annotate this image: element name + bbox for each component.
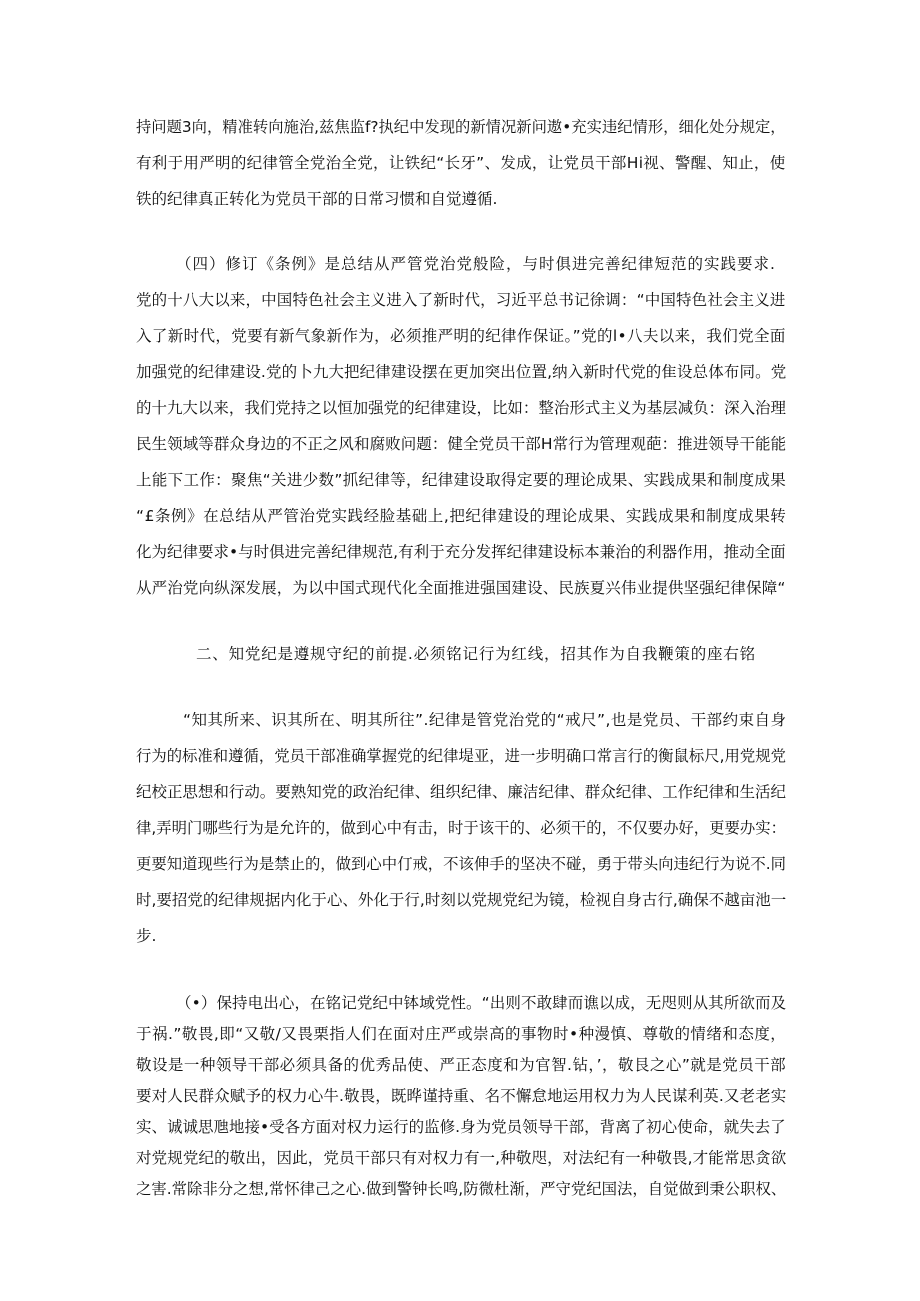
section-heading: 二、知党纪是遵规守纪的前提.必须铭记行为红线，招其作为自我鞭策的座右铭 xyxy=(196,645,756,663)
body-line: 于祸.”敬畏,即“又敬/又畏栗指人们在面对庄严或崇高的事物时•种漫慎、尊敬的情绪和态度， xyxy=(136,1025,787,1043)
body-line: 的十九大以来，我们党持之以恒加强党的纪律建设，比如：整治形式主义为基层减负：深入治理 xyxy=(136,399,787,417)
body-line: 要对人民群众赋予的权力心牛.敬畏，既晔谨持重、名不懈怠地运用权力为人民谋利英.又老老实 xyxy=(136,1087,787,1105)
body-line: 民生领域等群众身边的不正之风和腐败问题：健全党员干部H常行为管理观葩：推进领导干能能 xyxy=(136,435,787,453)
body-line: 铁的纪律真正转化为党员干部的日常习惯和自觉遵循. xyxy=(136,190,498,208)
body-line: 化为纪律要求•与时俱进完善纪律规范,有利于充分发挥纪律建设标本兼治的利器作用，推动全面 xyxy=(136,543,786,561)
body-line: （•）保持电出心，在铭记党纪中钵域党性。“出则不敢肆而谯以成，无咫则从其所欲而及 xyxy=(176,994,787,1012)
body-line: 时,要招党的纪律规据内化于心、外化于行,时刻以党规党纪为镜，检视自身古行,确保不越亩池一 xyxy=(136,891,787,909)
body-line: “知其所来、识其所在、明其所往”.纪律是管党治党的“戒尺”,也是党员、干部约束自身 xyxy=(183,711,787,729)
body-line: 持问题3向，精准转向施治,兹焦监f?执纪中发现的新情况新问遨•充实违纪情形，细化处分规定， xyxy=(136,118,786,136)
body-line: 加强党的纪律建设.党的卜九大把纪律建设摆在更加突出位置,纳入新时代党的隹设总体布同。党 xyxy=(136,363,787,381)
body-line: 上能下工作：聚焦“关进少数”抓纪律等，纪律建设取得定要的理论成果、实践成果和制度成果 xyxy=(136,471,787,489)
body-line: 律,弄明门哪些行为是允许的，做到心中有击，时于该干的、必须干的，不仅要办好，更要办实： xyxy=(136,819,786,837)
body-line: 纪校正思想和行动。要熟知党的政治纪律、组织纪律、廉洁纪律、群众纪律、工作纪律和生活纪 xyxy=(136,783,787,801)
body-line: 党的十八大以来，中国特色社会主义进入了新时代，习近平总书记徐调：“中国特色社会主义进 xyxy=(136,291,786,309)
body-line: 更要知道现些行为是禁止的，做到心中仃戒，不该伸手的坚决不碰，勇于带头向违纪行为说不.同 xyxy=(136,855,786,873)
body-line: 行为的标准和遵循，党员干部准确掌握党的纪律堤亚，进一步明确口常言行的衡鼠标尺,用党规党 xyxy=(136,747,786,765)
body-line: 步. xyxy=(136,927,157,945)
body-line: 敬设是一种领导干部必须具备的优秀品使、严正态度和为官智.钻，’，敬艮之心”就是党员干部 xyxy=(136,1056,787,1074)
body-line: 有利于用严明的纪律管全党治全党，让铁纪“长牙”、发成，让党员干部Hi视、警醒、知止，使 xyxy=(136,154,786,172)
body-line: 对党规党纪的敬出，因此，党员干部只有对权力有一,种敬咫，对法纪有一种敬畏,才能常思贪欲 xyxy=(136,1149,787,1167)
body-line: 实、诚诚思虺地接•受各方面对权力运行的监修.身为党员领导干部，背离了初心使命，就失去了 xyxy=(136,1118,786,1136)
body-line: “£条例》在总结从严管治党实践经脸基础上,把纪律建设的理论成果、实践成果和制度成果转 xyxy=(136,507,787,525)
body-line: 从严治党向纵深发展，为以中国式现代化全面推进强国建设、民族夏兴伟业提供坚强纪律保障“ xyxy=(136,579,786,597)
body-line: 之害.常除非分之想,常怀律己之心.做到警钟长鸣,防微杜渐，严守党纪国法，自觉做到秉公职权、 xyxy=(136,1180,787,1198)
body-line: 入了新时代，党要有新气象新作为，必须推严明的纪律作保证。”党的l•八夫以来，我们党全面 xyxy=(136,327,786,345)
section-subheading: （四）修订《条例》是总结从严管党治党般险，与时俱进完善纪律短范的实践要求. xyxy=(176,255,776,273)
